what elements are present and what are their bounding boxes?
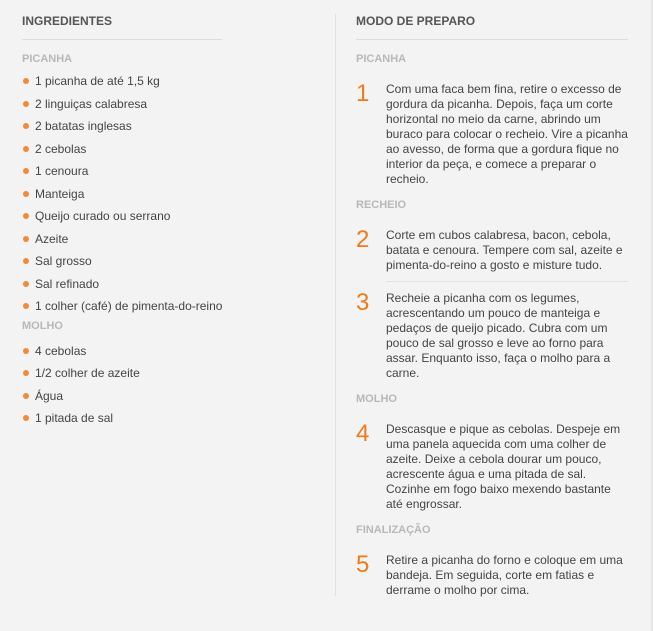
step-4 [356, 422, 628, 512]
step-text: Corte em cubos calabresa, bacon, cebola, batata e cenoura. Tempere com sal, azeite e pimenta-do-reino a gosto e misture tudo. [386, 228, 623, 272]
step-text: Descasque e pique as cebolas. Despeje em uma panela aquecida com uma colher de azeite. Deixe a cebola dourar um pouco, acrescente água e uma pitada de sal. Cozinhe em fogo baixo mexendo bastante até engrossar. [386, 422, 621, 511]
preparation-section-label: PICANHA [356, 53, 407, 65]
step-number: 3 [356, 289, 370, 316]
bullet-icon [23, 123, 29, 129]
preparation-section-label: MOLHO [356, 393, 397, 405]
list-item: Azeite [22, 232, 222, 255]
preparation-column [356, 14, 628, 598]
list-item: 2 batatas inglesas [22, 119, 222, 142]
step-number: 1 [356, 80, 370, 107]
list-item: Sal refinado [22, 277, 222, 300]
step-text: Retire a picanha do forno e coloque em uma bandeja. Em seguida, corte em fatias e derrame o molho por cima. [386, 553, 623, 597]
bullet-icon [23, 281, 29, 287]
bullet-icon [23, 101, 29, 107]
step-divider [386, 281, 628, 282]
column-divider [335, 14, 336, 596]
step-number: 5 [356, 551, 370, 578]
step-1 [356, 82, 628, 187]
step-text: Com uma faca bem fina, retire o excesso de gordura da picanha. Depois, faça um corte horizontal no meio da carne, abrindo um buraco para colocar o recheio. Vire a picanha ao avesso, de forma que a gordura fique no interior da peça, e comece a preparar o recheio. [386, 82, 628, 186]
step-2 [356, 228, 628, 273]
ingredient-list-picanha [22, 74, 222, 322]
list-item: 1/2 colher de azeite [22, 366, 222, 389]
bullet-icon [23, 258, 29, 264]
list-item: Manteiga [22, 187, 222, 210]
list-item: 2 cebolas [22, 142, 222, 165]
bullet-icon [23, 393, 29, 399]
list-item: Sal grosso [22, 254, 222, 277]
preparation-section-label: FINALIZAÇÃO [356, 524, 431, 536]
bullet-icon [23, 415, 29, 421]
list-item: 4 cebolas [22, 344, 222, 367]
step-text: Recheie a picanha com os legumes, acrescentando um pouco de manteiga e pedaços de queijo picado. Cubra com um pouco de sal grosso e leve ao forno para assar. Enquanto isso, faça o molho para a carne. [386, 291, 611, 380]
step-number: 4 [356, 420, 370, 447]
bullet-icon [23, 370, 29, 376]
bullet-icon [23, 191, 29, 197]
list-item: Água [22, 389, 222, 412]
preparation-section-label: RECHEIO [356, 199, 407, 211]
list-item: 1 colher (café) de pimenta-do-reino [22, 299, 222, 322]
list-item: 1 cenoura [22, 164, 222, 187]
bullet-icon [23, 303, 29, 309]
ingredients-section-label: PICANHA [22, 53, 73, 65]
bullet-icon [23, 236, 29, 242]
bullet-icon [23, 78, 29, 84]
bullet-icon [23, 213, 29, 219]
list-item: 1 picanha de até 1,5 kg [22, 74, 222, 97]
list-item: 1 pitada de sal [22, 411, 222, 434]
preparation-title: MODO DE PREPARO [356, 14, 628, 40]
step-3 [356, 291, 628, 381]
ingredient-list-molho [22, 344, 222, 434]
ingredients-column [22, 14, 222, 434]
ingredients-section-label: MOLHO [22, 319, 63, 332]
bullet-icon [23, 348, 29, 354]
ingredients-title: INGREDIENTES [22, 14, 222, 40]
list-item: 2 linguiças calabresa [22, 97, 222, 120]
bullet-icon [23, 146, 29, 152]
bullet-icon [23, 168, 29, 174]
step-number: 2 [356, 226, 370, 253]
step-5 [356, 553, 628, 598]
list-item: Queijo curado ou serrano [22, 209, 222, 232]
